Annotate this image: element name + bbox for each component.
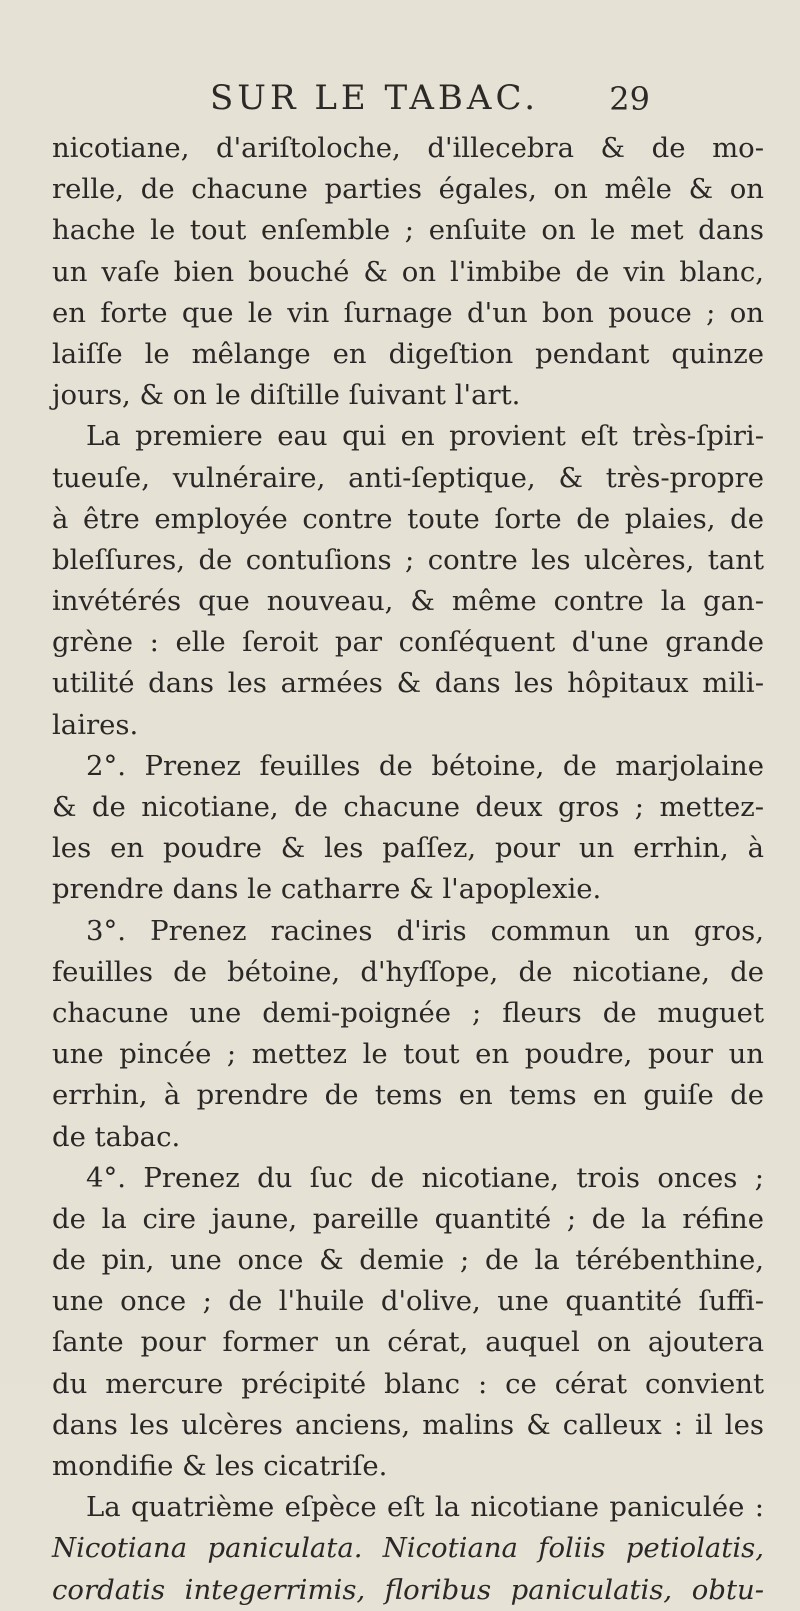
text-line: 3°. Prenez racines d'iris commun un gros, [86,914,764,947]
text-line: laires. [52,708,139,741]
text-line: cordatis integerrimis, floribus paniculatis, obtu- [52,1573,764,1606]
text-line: en forte que le vin ſurnage d'un bon pouce ; on [52,296,764,329]
text-line: un vaſe bien bouché & on l'imbibe de vin blanc, [52,255,764,288]
text-line: chacune une demi-poignée ; fleurs de muguet [52,996,764,1029]
text-line: La quatrième eſpèce eſt la nicotiane paniculée : [86,1491,764,1524]
text-line: 4°. Prenez du ſuc de nicotiane, trois onces ; [86,1161,764,1194]
text-line: utilité dans les armées & dans les hôpitaux mili- [52,667,764,700]
text-line: du mercure précipité blanc : ce cérat convient [52,1367,764,1400]
text-line: les en poudre & les paſſez, pour un errhin, à [52,832,764,865]
text-line: nicotiane, d'ariſtoloche, d'illecebra & de mo- [52,132,764,164]
text-line: de la cire jaune, pareille quantité ; de la réfine [52,1202,764,1235]
text-line: Nicotiana paniculata. Nicotiana foliis petiolatis, [52,1532,764,1565]
page-number: 29 [609,80,650,118]
text-line: une once ; de l'huile d'olive, une quantité ſuffi- [52,1285,764,1318]
text-line: dans les ulcères anciens, malins & calleux : il les [52,1408,764,1441]
text-line: jours, & on le diſtille ſuivant l'art. [52,379,521,412]
text-line: feuilles de bétoine, d'hyſſope, de nicotiane, de [52,955,764,988]
text-line: laiſſe le mêlange en digeſtion pendant quinze [52,337,764,370]
text-line: invétérés que nouveau, & même contre la gan- [52,585,764,618]
text-line: de pin, une once & demie ; de la térébenthine, [52,1244,764,1277]
text-line: grène : elle ſeroit par conſéquent d'une grande [52,626,764,659]
body-text [52,128,764,1611]
text-line: prendre dans le catharre & l'apoplexie. [52,873,602,906]
text-line: & de nicotiane, de chacune deux gros ; mettez- [52,791,764,823]
running-head-title: SUR LE TABAC. [210,78,540,118]
text-line: une pincée ; mettez le tout en poudre, pour un [52,1038,764,1071]
text-line: tueuſe, vulnéraire, anti-ſeptique, & très-propre [52,461,764,494]
text-line: relle, de chacune parties égales, on mêle & on [52,173,764,206]
text-line: 2°. Prenez feuilles de bétoine, de marjolaine [86,749,764,782]
text-line: de tabac. [52,1120,181,1153]
text-line: bleſſures, de contuſions ; contre les ulcères, tant [52,543,764,576]
running-head [210,78,680,122]
text-line: ſante pour former un cérat, auquel on ajoutera [52,1326,764,1359]
text-line: mondifie & les cicatriſe. [52,1450,388,1482]
text-line: hache le tout enſemble ; enſuite on le met dans [52,214,764,247]
text-line: errhin, à prendre de tems en tems en guiſe de [52,1079,764,1112]
text-line: La premiere eau qui en provient eſt très-ſpiri- [86,420,764,453]
text-line: à être employée contre toute ſorte de plaies, de [52,502,764,535]
